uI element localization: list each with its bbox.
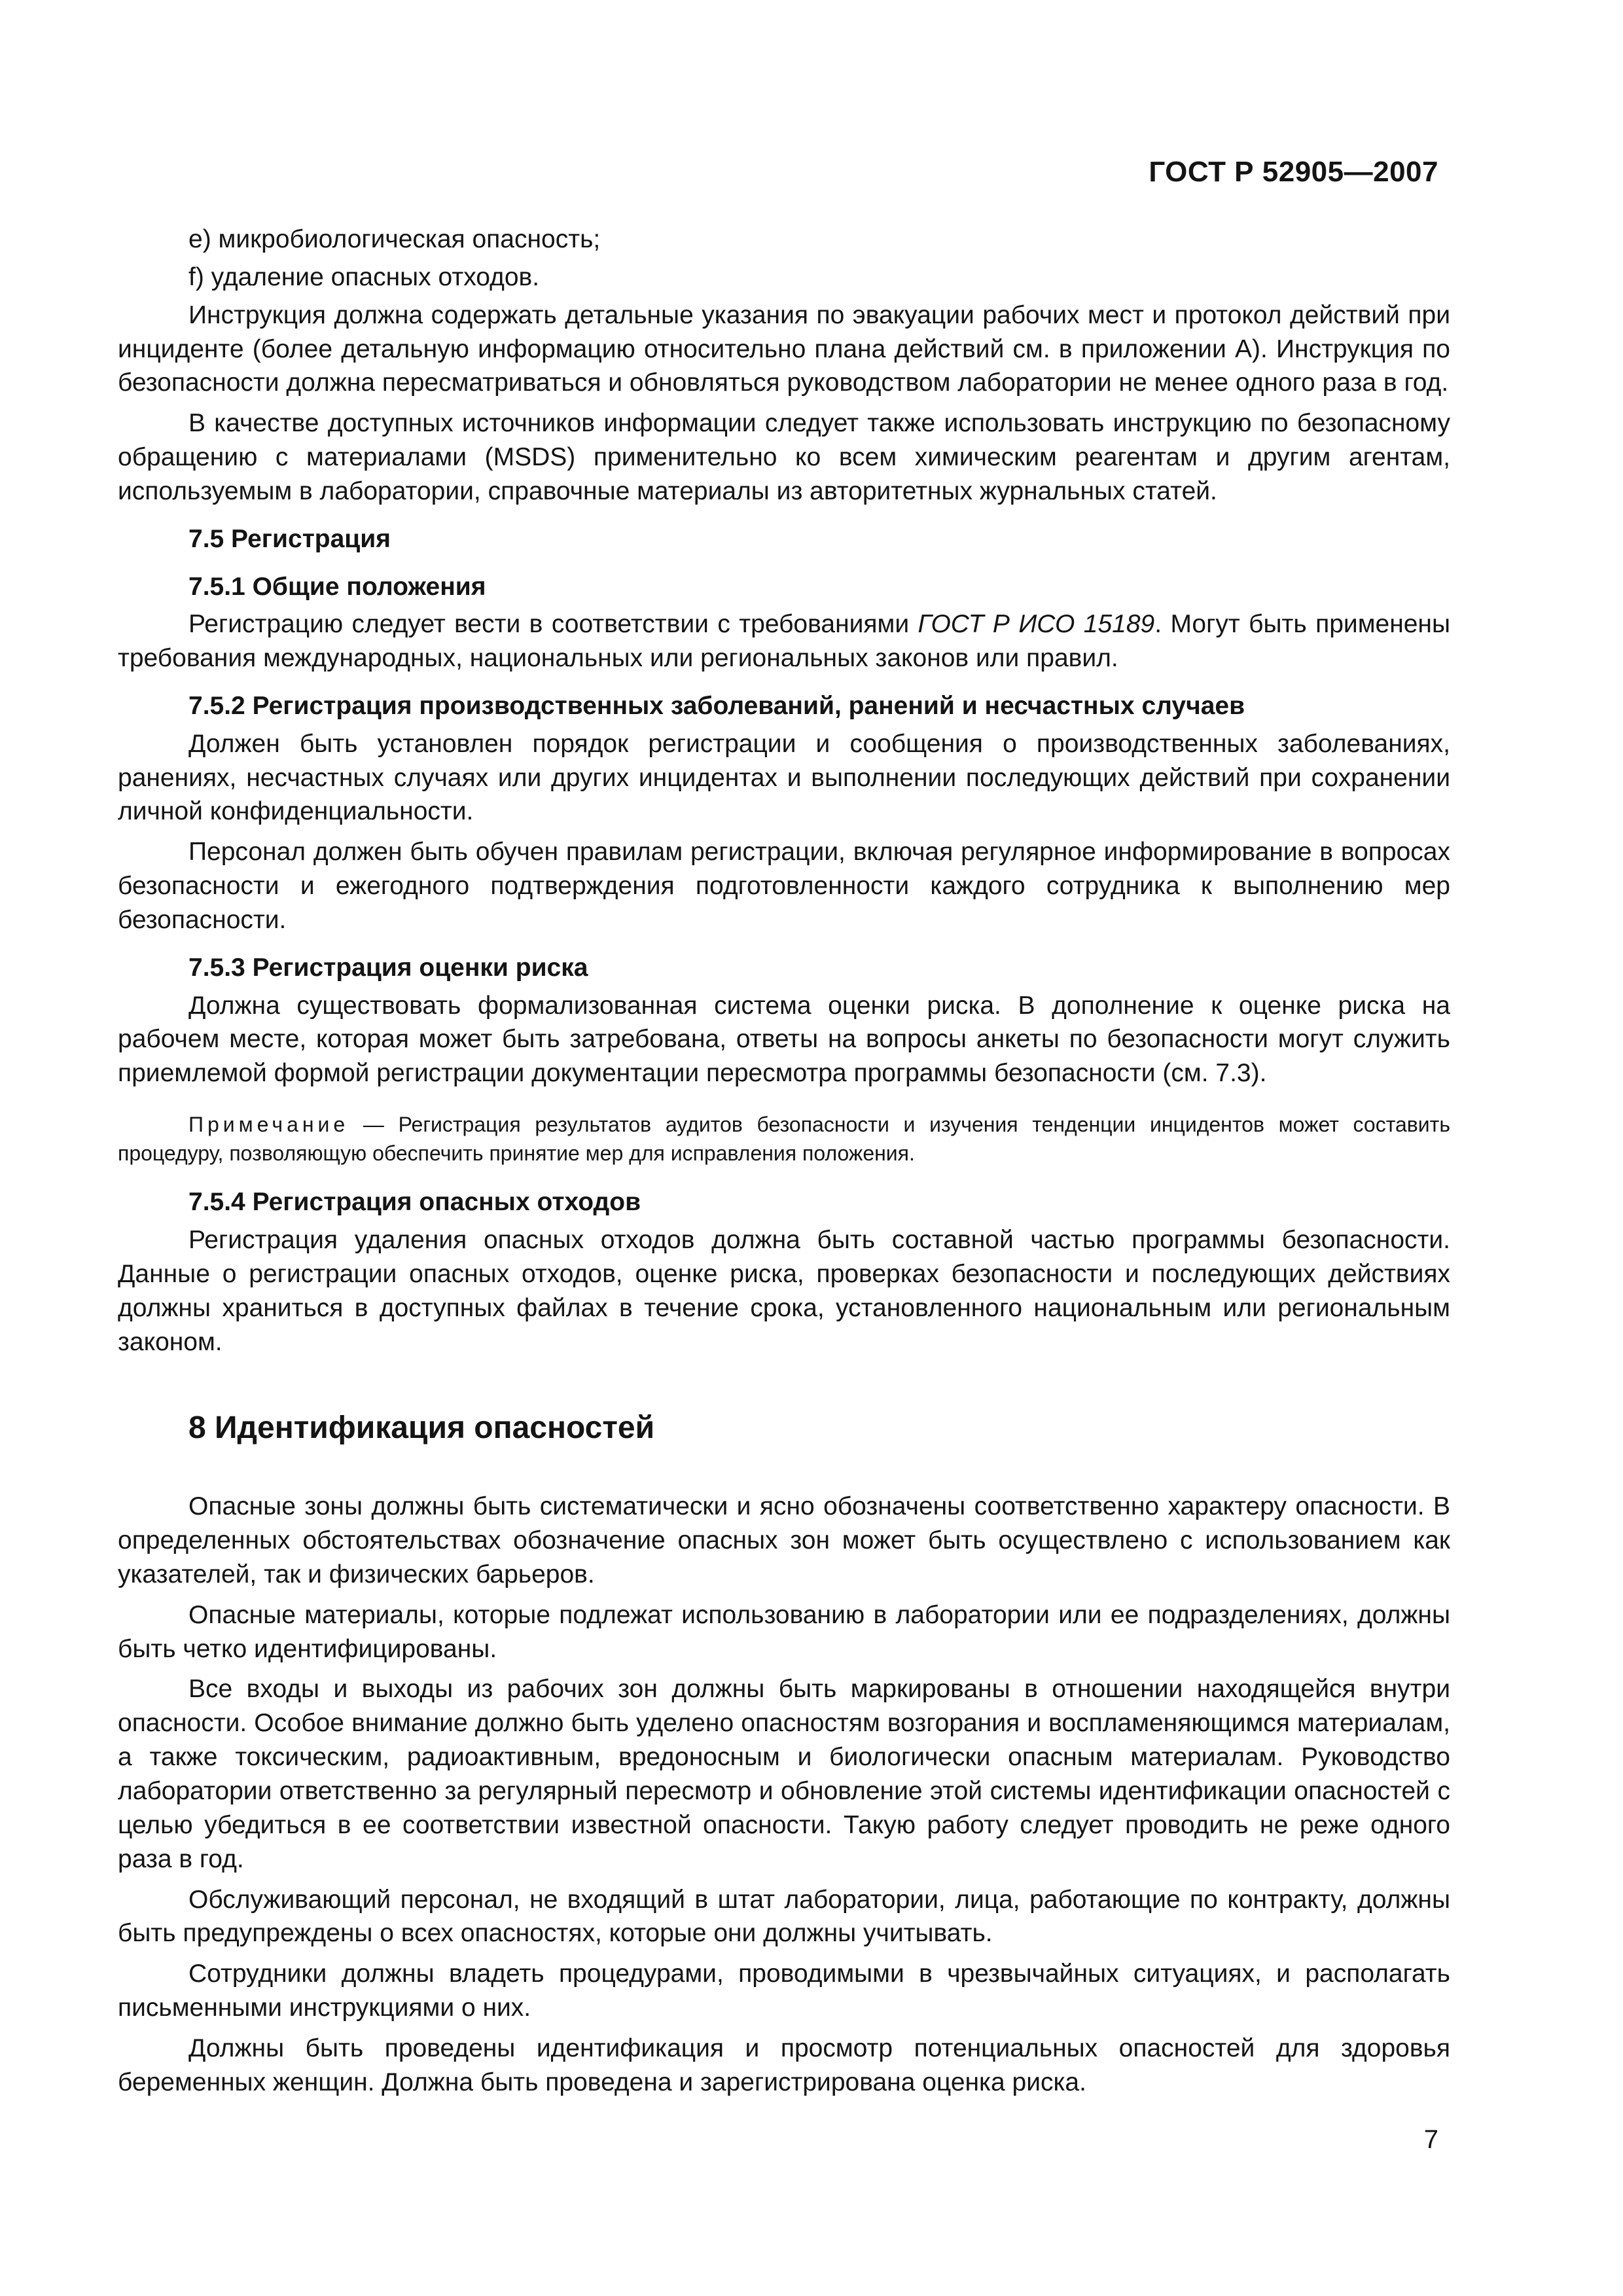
paragraph-7-5-4: Регистрация удаления опасных отходов должна быть составной частью программы безопасности. Данные о регистрации опасных отходов, оценке риска, проверках безопасности и последующих действиях должны храниться в доступных файлах в течение срока, установленного национальным или региональным законом. [118,1226,1450,1356]
paragraph-8-c: Все входы и выходы из рабочих зон должны быть маркированы в отношении находящейся внутри опасности. Особое внимание должно быть уделено опасностям возгорания и воспламеняющимся материалам, а также токсическим, радиоактивным, вредоносным и биологически опасным материалам. Руководство лаборатории ответственно за регулярный пересмотр и обновление этой системы идентификации опасностей с целью убедиться в ее соответствии известной опасности. Такую работу следует проводить не реже одного раза в год. [118,1675,1450,1873]
paragraph-8-b: Опасные материалы, которые подлежат использованию в лаборатории или ее подразделениях, должны быть четко идентифицированы. [118,1600,1450,1663]
list-item-e: e) микробиологическая опасность; [188,225,601,253]
paragraph-7-5-2-a: Должен быть установлен порядок регистрации и сообщения о производственных заболеваниях, ранениях, несчастных случаях или других инцидентах и выполнении последующих действий при сохранении личной конфиденциальности. [118,729,1450,826]
note-text: — Регистрация результатов аудитов безопасности и изучения тенденции инцидентов может составить процедуру, позволяющую обеспечить принятие мер для исправления положения. [118,1113,1450,1166]
paragraph-msds-sources: В качестве доступных источников информации следует также использовать инструкцию по безопасному обращению с материалами (MSDS) применительно ко всем химическим реагентам и другим агентам, используемым в лаборатории, справочные материалы из авторитетных журнальных статей. [118,409,1450,506]
paragraph-7-5-3: Должна существовать формализованная система оценки риска. В дополнение к оценке риска на рабочем месте, которая может быть затребована, ответы на вопросы анкеты по безопасности могут служить приемлемой формой регистрации документации пересмотра программы безопасности (см. 7.3). [118,991,1450,1088]
section-heading-7-5-2: 7.5.2 Регистрация производственных заболеваний, ранений и несчастных случаев [188,691,1245,720]
section-heading-7-5-4: 7.5.4 Регистрация опасных отходов [188,1188,641,1217]
standard-reference: ГОСТ Р ИСО 15189 [918,610,1155,639]
list-item-f: f) удаление опасных отходов. [188,262,540,291]
paragraph-8-f: Должны быть проведены идентификация и просмотр потенциальных опасностей для здоровья беременных женщин. Должна быть проведена и зарегистрирована оценка риска. [118,2034,1450,2096]
paragraph-8-d: Обслуживающий персонал, не входящий в штат лаборатории, лица, работающие по контракту, должны быть предупреждены о всех опасностях, которые они должны учитывать. [118,1885,1450,1948]
section-heading-7-5-3: 7.5.3 Регистрация оценки риска [188,953,588,982]
section-heading-7-5-1: 7.5.1 Общие положения [188,572,486,601]
paragraph-7-5-1-text-start: Регистрацию следует вести в соответствии с требованиями [188,610,918,639]
section-heading-7-5: 7.5 Регистрация [188,524,391,553]
note-7-5-3 [118,1110,1450,1168]
paragraph-7-5-1 [118,607,1450,675]
paragraph-8-e: Сотрудники должны владеть процедурами, проводимыми в чрезвычайных ситуациях, и располагать письменными инструкциями о них. [118,1960,1450,2022]
paragraph-instruction-evacuation: Инструкция должна содержать детальные указания по эвакуации рабочих мест и протокол действий при инциденте (более детальную информацию относительно плана действий см. в приложении А). Инструкция по безопасности должна пересматриваться и обновляться руководством лаборатории не менее одного раза в год. [118,300,1450,397]
section-heading-8: 8 Идентификация опасностей [188,1410,655,1445]
page-number: 7 [1423,2125,1438,2154]
paragraph-7-5-2-b: Персонал должен быть обучен правилам регистрации, включая регулярное информирование в вопросах безопасности и ежегодного подтверждения подготовленности каждого сотрудника к выполнению мер безопасности. [118,838,1450,934]
standard-id-header: ГОСТ Р 52905—2007 [1149,156,1438,188]
paragraph-7-5-1-text-end: . Могут быть применены требования международных, национальных или региональных законов или правил. [118,610,1450,673]
note-label: Примечание [188,1113,349,1137]
paragraph-8-a: Опасные зоны должны быть систематически и ясно обозначены соответственно характеру опасности. В определенных обстоятельствах обозначение опасных зон может быть осуществлено с использованием как указателей, так и физических барьеров. [118,1492,1450,1588]
page-content [118,223,1450,2106]
